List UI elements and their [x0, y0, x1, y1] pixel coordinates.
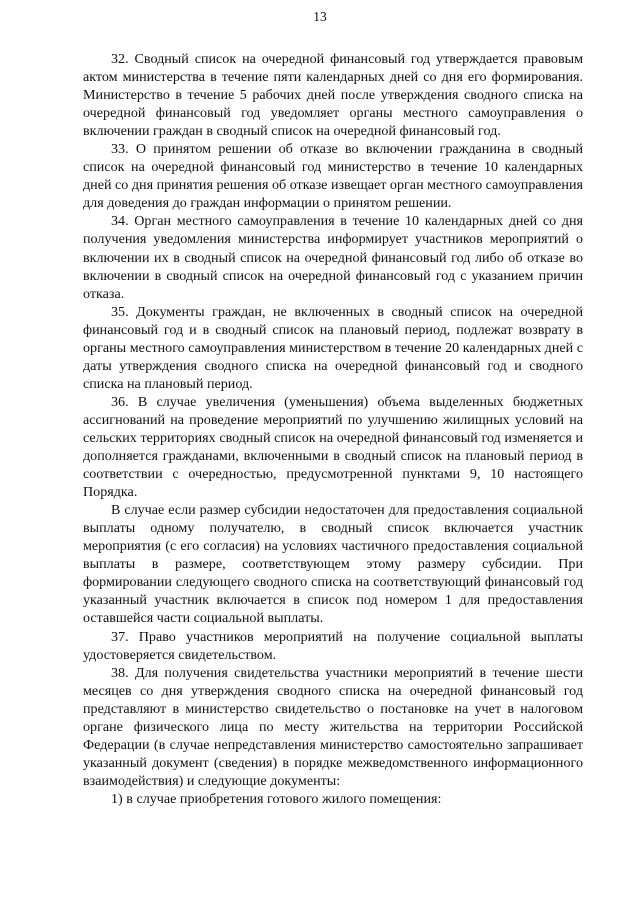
- paragraph-38-item-1: 1) в случае приобретения готового жилого помещения:: [111, 790, 442, 807]
- paragraph-36: 36. В случае увеличения (уменьшения) объема выделенных бюджетных ассигнований на проведение мероприятий по улучшению жилищных условий на сельских территориях сводный список на очередной финансовый год изменяется и дополняется гражданами, включенными в сводный список на плановый период в соответствии с очередностью, предусмотренной пунктами 9, 10 настоящего Порядка.: [83, 393, 583, 501]
- paragraph-35: 35. Документы граждан, не включенных в сводный список на очередной финансовый год и в сводный список на плановый период, подлежат возврату в органы местного самоуправления министерством в течение 20 календарных дней с даты утверждения сводного списка на очередной финансовый год и сводного списка на плановый период.: [83, 303, 583, 392]
- paragraph-37: 37. Право участников мероприятий на получение социальной выплаты удостоверяется свидетельством.: [83, 628, 583, 663]
- document-body: [83, 50, 583, 808]
- paragraph-36-continued: В случае если размер субсидии недостаточен для предоставления социальной выплаты одному получателю, в сводный список включается участник мероприятия (с его согласия) на условиях частичного предоставления социальной выплаты в размере, соответствующем этому размеру субсидии. При формировании следующего сводного списка на соответствующий финансовый год указанный участник включается в список под номером 1 для предоставления оставшейся части социальной выплаты.: [83, 502, 583, 627]
- paragraph-33: 33. О принятом решении об отказе во включении гражданина в сводный список на очередной финансовый год министерство в течение 10 календарных дней со дня принятия решения об отказе извещает орган местного самоуправления для доведения до граждан информации о принятом решении.: [83, 141, 583, 212]
- paragraph-38: 38. Для получения свидетельства участники мероприятий в течение шести месяцев со дня утверждения сводного списка на очередной финансовый год представляют в министерство свидетельство о постановке на учет в налоговом органе физического лица по месту жительства на территории Российской Федерации (в случае непредставления министерство самостоятельно запрашивает указанный документ (сведения) в порядке межведомственного информационного взаимодействия) и следующие документы:: [83, 664, 583, 789]
- page-number: 13: [313, 9, 327, 24]
- paragraph-34: 34. Орган местного самоуправления в течение 10 календарных дней со дня получения уведомления министерства информирует участников мероприятий о включении их в сводный список на очередной финансовый год либо об отказе во включении в сводный список на очередной финансовый год с указанием причин отказа.: [83, 213, 583, 302]
- paragraph-32: 32. Сводный список на очередной финансовый год утверждается правовым актом министерства в течение пяти календарных дней со дня его формирования. Министерство в течение 5 рабочих дней после утверждения сводного списка на очередной финансовый год уведомляет органы местного самоуправления о включении граждан в сводный список на очередной финансовый год.: [83, 51, 583, 140]
